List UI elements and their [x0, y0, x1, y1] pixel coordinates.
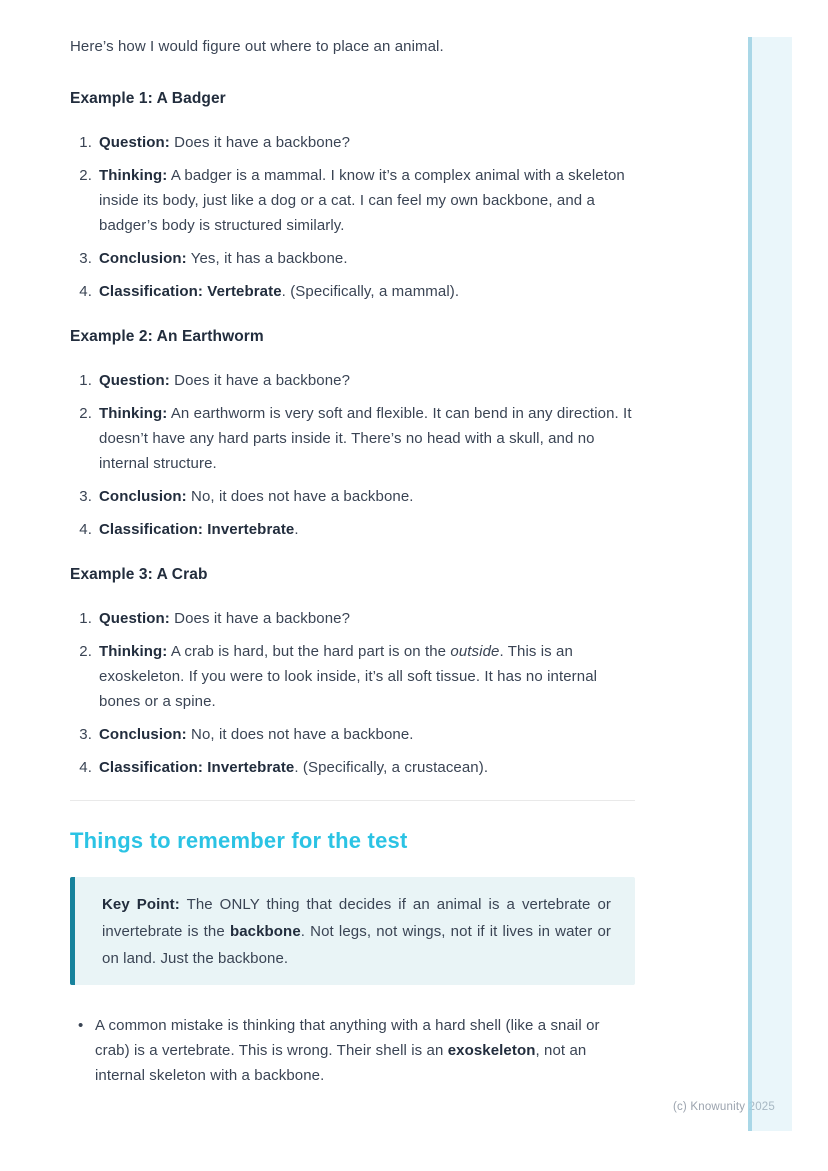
bold-text: backbone [229, 923, 301, 940]
bold-text: Classification: Invertebrate [99, 759, 295, 776]
bold-text: exoskeleton [447, 1042, 536, 1059]
notes-bullet-list [70, 1013, 635, 1088]
text-segment: Does it have a backbone? [169, 372, 351, 389]
page-content [70, 36, 635, 1088]
example-steps-list [70, 130, 635, 312]
bold-text: Thinking: [99, 167, 168, 184]
text-segment: . This is an exoskeleton. If you were to look inside, it’s all soft tissue. It has no internal bones or a spine. [99, 643, 598, 710]
bold-text: Conclusion: [99, 488, 187, 505]
list-number: 4. [79, 759, 92, 776]
list-item-text [99, 246, 635, 271]
example-title: Example 1: A Badger [70, 90, 226, 107]
example-title: Example 3: A Crab [70, 566, 208, 583]
bold-text: Question: [99, 134, 170, 151]
text-segment: . (Specifically, a mammal). [281, 283, 460, 300]
bold-text: Key Point: [102, 896, 180, 913]
text-segment: A common mistake is thinking that anything with a hard shell (like a snail or crab) is a vertebrate. This is wrong. Their shell is an [95, 1017, 600, 1059]
text-segment: The ONLY thing that decides if an animal is a vertebrate or invertebrate is the [102, 896, 611, 940]
list-item-text [99, 606, 635, 631]
list-item-text [99, 163, 635, 238]
example-block [70, 564, 635, 788]
text-segment: Yes, it has a backbone. [186, 250, 348, 267]
bold-text: Classification: Invertebrate [99, 521, 295, 538]
text-segment: . [294, 521, 299, 538]
italic-text: outside [450, 643, 500, 660]
list-item-text [99, 755, 635, 780]
list-item [78, 246, 635, 271]
list-item [78, 722, 635, 747]
list-item-text [99, 639, 635, 714]
list-number: 4. [79, 283, 92, 300]
list-item-text [99, 130, 635, 155]
bold-text: Conclusion: [99, 726, 187, 743]
list-item-text [99, 279, 635, 304]
list-item [78, 517, 635, 542]
key-point-callout [70, 877, 635, 985]
example-block [70, 326, 635, 550]
text-segment: Does it have a backbone? [169, 134, 351, 151]
section-heading: Things to remember for the test [70, 828, 408, 853]
list-item [78, 755, 635, 780]
page-edge-highlight-bar [748, 37, 792, 1131]
list-number: 3. [79, 250, 92, 267]
text-segment: No, it does not have a backbone. [186, 488, 414, 505]
list-number: 1. [79, 134, 92, 151]
list-item [78, 606, 635, 631]
list-item-text [99, 722, 635, 747]
list-number: 2. [79, 643, 92, 660]
list-number: 3. [79, 488, 92, 505]
text-segment: A crab is hard, but the hard part is on the [167, 643, 451, 660]
example-block [70, 88, 635, 312]
list-item-text [99, 368, 635, 393]
example-steps-list [70, 606, 635, 788]
examples-container [70, 88, 635, 788]
bold-text: Question: [99, 610, 170, 627]
bullet-item [78, 1013, 635, 1088]
bold-text: Classification: Vertebrate [99, 283, 282, 300]
list-item [78, 130, 635, 155]
list-number: 2. [79, 167, 92, 184]
text-segment: An earthworm is very soft and flexible. It can bend in any direction. It doesn’t have any hard parts inside it. There’s no head with a skull, and no internal structure. [99, 405, 632, 472]
bold-text: Conclusion: [99, 250, 187, 267]
list-number: 2. [79, 405, 92, 422]
list-item [78, 163, 635, 238]
text-segment: A badger is a mammal. I know it’s a complex animal with a skeleton inside its body, just like a dog or a cat. I can feel my own backbone, and a badger’s body is structured similarly. [99, 167, 625, 234]
copyright-footer: (c) Knowunity 2025 [672, 1101, 775, 1113]
list-item-text [99, 484, 635, 509]
intro-paragraph: Here’s how I would figure out where to place an animal. [70, 38, 444, 55]
list-item [78, 484, 635, 509]
list-item-text [99, 517, 635, 542]
list-number: 1. [79, 372, 92, 389]
bold-text: Question: [99, 372, 170, 389]
section-divider [70, 800, 635, 801]
bold-text: Thinking: [99, 643, 168, 660]
list-item [78, 401, 635, 476]
text-segment: Does it have a backbone? [169, 610, 351, 627]
text-segment: . Not legs, not wings, not if it lives in water or on land. Just the backbone. [102, 923, 611, 967]
bold-text: Thinking: [99, 405, 168, 422]
list-number: 4. [79, 521, 92, 538]
list-item [78, 279, 635, 304]
bullet-dot: • [78, 1017, 84, 1034]
list-item [78, 368, 635, 393]
text-segment: . (Specifically, a crustacean). [294, 759, 489, 776]
bullet-text [95, 1013, 635, 1088]
list-item-text [99, 401, 635, 476]
example-steps-list [70, 368, 635, 550]
list-number: 1. [79, 610, 92, 627]
example-title: Example 2: An Earthworm [70, 328, 264, 345]
key-point-text [102, 891, 611, 972]
list-number: 3. [79, 726, 92, 743]
text-segment: No, it does not have a backbone. [186, 726, 414, 743]
list-item [78, 639, 635, 714]
text-segment: , not an internal skeleton with a backbone. [95, 1042, 587, 1084]
